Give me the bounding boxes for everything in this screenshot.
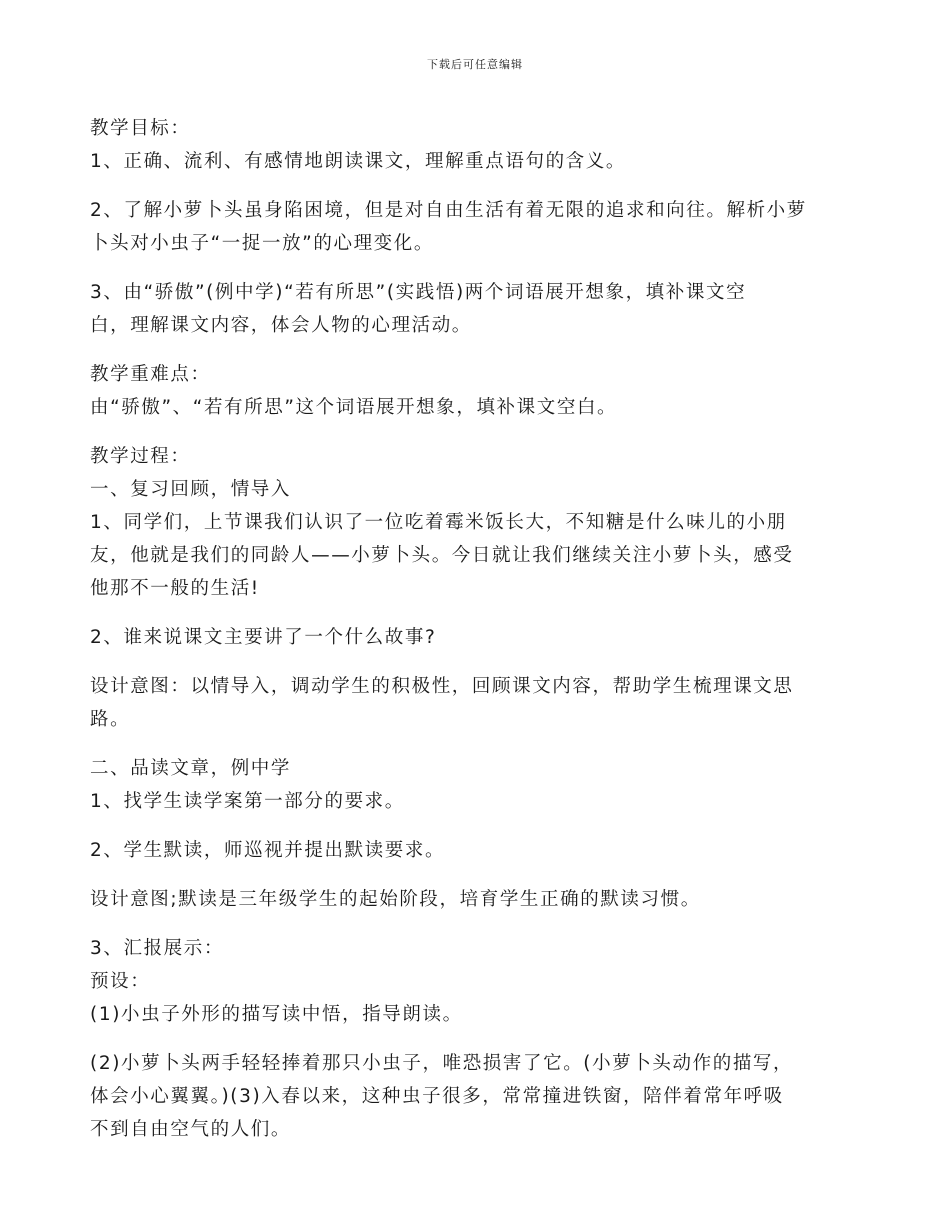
text-line: 2、学生默读，师巡视并提出默读要求。: [90, 840, 446, 861]
paragraph-gap: [90, 916, 860, 932]
text-line: 1、同学们，上节课我们认识了一位吃着霉米饭长大，不知糖是什么味儿的小朋: [90, 512, 787, 533]
text-line: (2)小萝卜头两手轻轻捧着那只小虫子，唯恐损害了它。(小萝卜头动作的描写，: [90, 1053, 794, 1074]
text-line: 他那不一般的生活!: [90, 578, 260, 599]
text-line: 二、品读文章，例中学: [90, 758, 292, 779]
text-line: (1)小虫子外形的描写读中悟，指导朗读。: [90, 1004, 463, 1025]
paragraph-gap: [90, 818, 860, 834]
text-line: 教学过程：: [90, 446, 191, 467]
paragraph-gap: [90, 1031, 860, 1047]
text-line: 教学目标：: [90, 118, 191, 139]
page-header: 下载后可任意编辑: [427, 58, 523, 71]
text-line: 卜头对小虫子“一捉一放”的心理变化。: [90, 233, 434, 254]
text-line: 体会小心翼翼。)(3)入春以来，这种虫子很多，常常撞进铁窗，陪伴着常年呼吸: [90, 1086, 784, 1107]
text-line: 1、正确、流利、有感情地朗读课文，理解重点语句的含义。: [90, 151, 626, 172]
text-line: 教学重难点：: [90, 364, 211, 385]
document-body: [90, 112, 860, 1146]
paragraph-gap: [90, 260, 860, 276]
text-line: 由“骄傲”、“若有所思”这个词语展开想象，填补课文空白。: [90, 397, 618, 418]
text-line: 预设：: [90, 971, 151, 992]
text-line: 2、了解小萝卜头虽身陷困境，但是对自由生活有着无限的追求和向往。解析小萝: [90, 200, 807, 221]
text-line: 设计意图：以情导入，调动学生的积极性，回顾课文内容，帮助学生梳理课文思: [90, 676, 794, 697]
text-line: 3、由“骄傲”(例中学)“若有所思”(实践悟)两个词语展开想象，填补课文空: [90, 282, 747, 303]
text-line: 2、谁来说课文主要讲了一个什么故事?: [90, 627, 437, 648]
text-line: 3、汇报展示：: [90, 938, 224, 959]
paragraph-gap: [90, 736, 860, 752]
paragraph-gap: [90, 342, 860, 358]
text-line: 1、找学生读学案第一部分的要求。: [90, 791, 405, 812]
text-line: 设计意图;默读是三年级学生的起始阶段，培育学生正确的默读习惯。: [90, 889, 701, 910]
paragraph-gap: [90, 654, 860, 670]
text-line: 友，他就是我们的同龄人——小萝卜头。今日就让我们继续关注小萝卜头，感受: [90, 545, 794, 566]
paragraph-gap: [90, 178, 860, 194]
paragraph-gap: [90, 867, 860, 883]
text-line: 不到自由空气的人们。: [90, 1119, 292, 1140]
text-line: 一、复习回顾，情导入: [90, 479, 292, 500]
paragraph-gap: [90, 424, 860, 440]
text-line: 白，理解课文内容，体会人物的心理活动。: [90, 315, 472, 336]
paragraph-gap: [90, 605, 860, 621]
text-line: 路。: [90, 709, 131, 730]
